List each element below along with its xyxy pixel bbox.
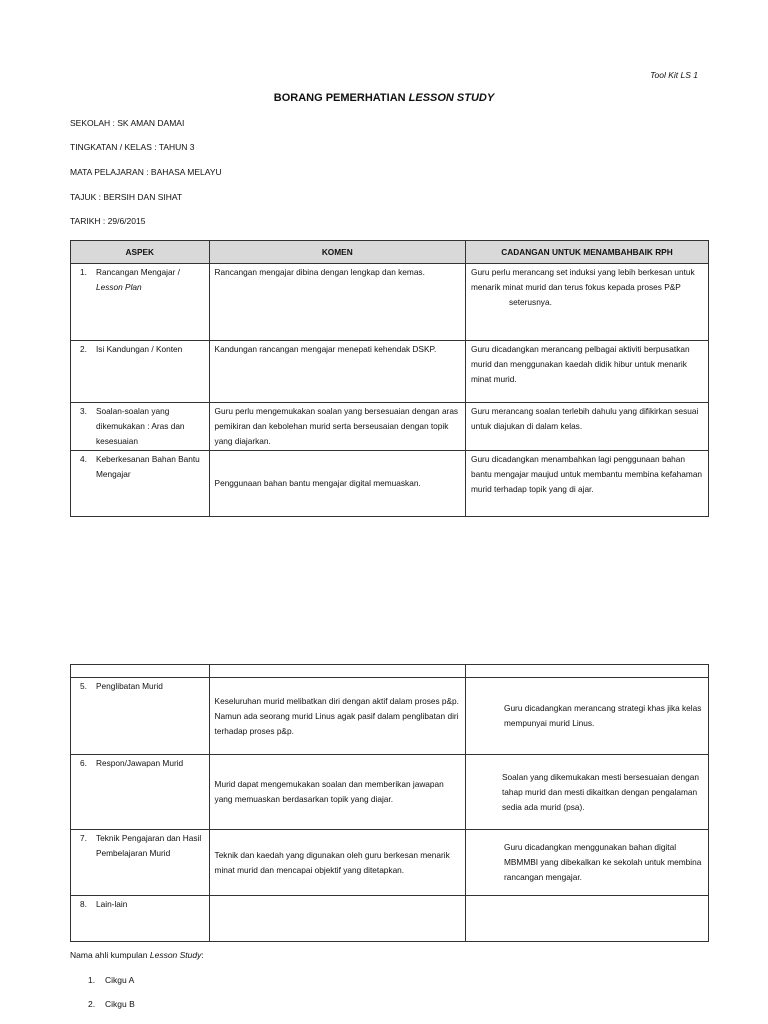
table-row (71, 341, 709, 403)
cadangan-cell: Guru dicadangkan menambahkan lagi penggunaan bahan bantu mengajar maujud untuk membantu membina kefahaman murid terhadap topik yang di ajar. (465, 451, 708, 517)
header-aspek: ASPEK (71, 241, 210, 264)
toolkit-label: Tool Kit LS 1 (650, 70, 698, 80)
cadangan-cell: Guru dicadangkan merancang pelbagai aktiviti berpusatkan murid dan menggunakan kaedah didik hibur untuk menarik minat murid. (465, 341, 708, 403)
title-plain: BORANG PEMERHATIAN (273, 92, 409, 104)
row-number: 7. (80, 833, 87, 843)
table-row (71, 403, 709, 451)
meta-mata-pelajaran: MATA PELAJARAN : BAHASA MELAYU (70, 167, 222, 177)
member-number: 2. (88, 999, 96, 1009)
aspek-text: Lain-lain (96, 899, 128, 909)
aspek-cell (71, 341, 210, 403)
members-colon: : (201, 950, 204, 960)
table-row (71, 264, 709, 341)
komen-cell: Penggunaan bahan bantu mengajar digital memuaskan. (209, 451, 465, 517)
cadangan-text: Guru perlu merancang set induksi yang lebih berkesan untuk menarik minat murid dan terus fokus kepada proses P&P (470, 267, 695, 292)
aspek-cell (71, 755, 210, 830)
aspek-italic-text: Lesson Plan (96, 282, 142, 292)
cadangan-cell (465, 264, 708, 341)
komen-cell: Rancangan mengajar dibina dengan lengkap dan kemas. (209, 264, 465, 341)
row-number: 2. (80, 344, 87, 354)
row-number: 8. (80, 899, 87, 909)
aspek-cell (71, 830, 210, 896)
header-cadangan: CADANGAN UNTUK MENAMBAHBAIK RPH (465, 241, 708, 264)
observation-table-continued (70, 664, 709, 942)
members-label-italic: Lesson Study (149, 950, 202, 960)
aspek-text: Keberkesanan Bahan Bantu Mengajar (96, 454, 200, 479)
cadangan-cell: Guru dicadangkan merancang strategi khas jika kelas mempunyai murid Linus. (465, 678, 708, 755)
komen-cell: Teknik dan kaedah yang digunakan oleh guru berkesan menarik minat murid dan mencapai objektif yang ditetapkan. (209, 830, 465, 896)
table-row (71, 755, 709, 830)
observation-table (70, 240, 709, 517)
header-komen: KOMEN (209, 241, 465, 264)
table-spacer-row (71, 665, 709, 678)
cadangan-cell: Guru merancang soalan terlebih dahulu yang difikirkan sesuai untuk diajukan di dalam kelas. (465, 403, 708, 451)
komen-cell: Keseluruhan murid melibatkan diri dengan aktif dalam proses p&p. Namun ada seorang murid Linus agak pasif dalam penglibatan diri terhadap proses p&p. (209, 678, 465, 755)
members-heading (70, 950, 204, 960)
komen-cell: Guru perlu mengemukakan soalan yang bersesuaian dengan aras pemikiran dan kebolehan murid serta berseusaian dengan topik yang diajarkan. (209, 403, 465, 451)
list-item (88, 999, 135, 1009)
aspek-text: Isi Kandungan / Konten (96, 344, 183, 354)
row-number: 1. (80, 267, 87, 277)
empty-cell (209, 665, 465, 678)
aspek-cell (71, 451, 210, 517)
row-number: 4. (80, 454, 87, 464)
member-name: Cikgu A (105, 975, 135, 985)
komen-cell (209, 896, 465, 942)
meta-tajuk: TAJUK : BERSIH DAN SIHAT (70, 192, 183, 202)
meta-tarikh: TARIKH : 29/6/2015 (70, 216, 146, 226)
list-item (88, 975, 134, 985)
aspek-cell (71, 403, 210, 451)
empty-cell (71, 665, 210, 678)
komen-cell: Murid dapat mengemukakan soalan dan memberikan jawapan yang memuaskan berdasarkan topik yang diajar. (209, 755, 465, 830)
cadangan-cell (465, 896, 708, 942)
meta-tingkatan: TINGKATAN / KELAS : TAHUN 3 (70, 142, 195, 152)
aspek-cell (71, 264, 210, 341)
table-row (71, 830, 709, 896)
aspek-text: Soalan-soalan yang dikemukakan : Aras dan kesesuaian (96, 406, 185, 446)
aspek-text: Teknik Pengajaran dan Hasil Pembelajaran Murid (96, 833, 202, 858)
aspek-text: Rancangan Mengajar / (96, 267, 180, 277)
table-row (71, 451, 709, 517)
table-row (71, 678, 709, 755)
member-number: 1. (88, 975, 96, 985)
meta-sekolah: SEKOLAH : SK AMAN DAMAI (70, 118, 185, 128)
row-number: 6. (80, 758, 87, 768)
row-number: 5. (80, 681, 87, 691)
aspek-text: Respon/Jawapan Murid (96, 758, 184, 768)
cadangan-cell: Guru dicadangkan menggunakan bahan digital MBMMBI yang dibekalkan ke sekolah untuk membina rancangan mengajar. (465, 830, 708, 896)
cadangan-cell: Soalan yang dikemukakan mesti bersesuaian dengan tahap murid dan mesti dikaitkan dengan pengalaman sedia ada murid (psa). (465, 755, 708, 830)
empty-cell (465, 665, 708, 678)
cadangan-continuation: seterusnya. (508, 297, 552, 307)
aspek-cell (71, 678, 210, 755)
table-row (71, 896, 709, 942)
row-number: 3. (80, 406, 87, 416)
komen-cell: Kandungan rancangan mengajar menepati kehendak DSKP. (209, 341, 465, 403)
aspek-cell (71, 896, 210, 942)
members-label: Nama ahli kumpulan (70, 950, 150, 960)
title-italic: LESSON STUDY (408, 92, 495, 104)
page-title (0, 92, 768, 104)
aspek-text: Penglibatan Murid (96, 681, 163, 691)
member-name: Cikgu B (105, 999, 135, 1009)
table-header-row (71, 241, 709, 264)
